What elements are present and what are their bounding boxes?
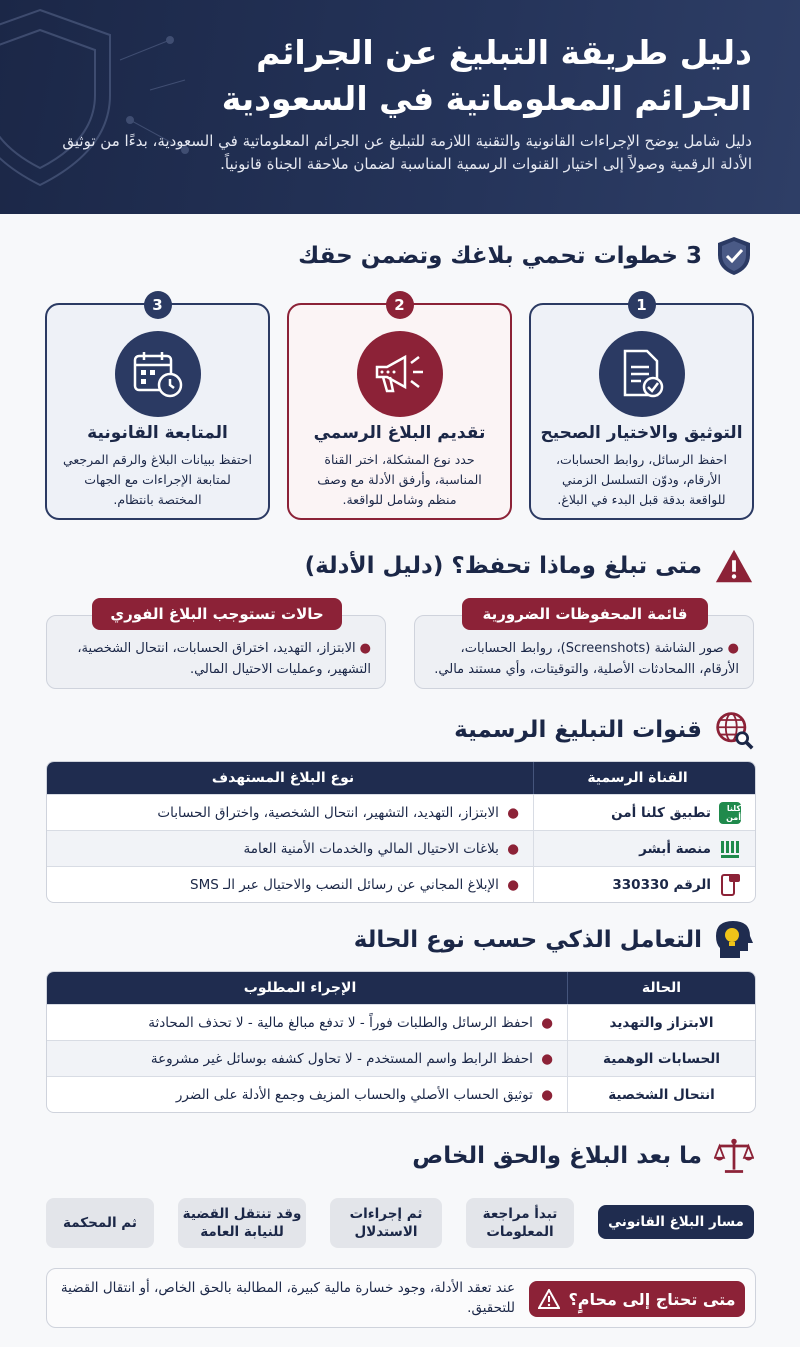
after-section-title	[412, 1136, 754, 1176]
step-card-1	[529, 296, 754, 520]
header-case: الحالة	[567, 972, 755, 1004]
channels-table	[46, 761, 756, 903]
bullet-icon: ●	[727, 641, 739, 656]
channel-name: تطبيق كلنا أمن	[611, 804, 711, 821]
table-row	[47, 1076, 755, 1112]
calendar-clock-icon	[115, 331, 201, 417]
step-text: احتفظ ببيانات البلاغ والرقم المرجعي لمتابعة الإجراءات مع الجهات المختصة بانتظام.	[62, 452, 252, 507]
channels-section-title	[454, 710, 754, 750]
bullet-icon: ●	[507, 876, 519, 893]
step-title: التوثيق والاختيار الصحيح	[540, 423, 743, 443]
channel-name: الرقم 330330	[612, 876, 711, 893]
lawyer-label-text: متى تحتاج إلى محامٍ؟	[568, 1289, 736, 1309]
after-title-text: ما بعد البلاغ والحق الخاص	[412, 1143, 702, 1169]
kollona-amn-app-icon: كلنا أمن	[719, 802, 741, 824]
bullet-icon: ●	[507, 804, 519, 821]
flow-step-prosecution: وقد تنتقل القضية للنيابة العامة	[178, 1198, 306, 1248]
evidence-section-title	[305, 546, 754, 586]
urgent-text: الابتزاز، التهديد، اختراق الحسابات، انتحال الشخصية، التشهير، وعمليات الاحتيال المالي.	[77, 641, 371, 677]
flow-step-legal-path: مسار البلاغ القانوني	[598, 1205, 754, 1239]
step-number: 1	[628, 291, 656, 319]
cases-section-title	[354, 920, 754, 960]
table-header	[47, 762, 755, 794]
bullet-icon: ●	[359, 641, 371, 656]
step-number: 3	[144, 291, 172, 319]
flow-step-inquiry: ثم إجراءات الاستدلال	[330, 1198, 442, 1248]
table-row	[47, 1004, 755, 1040]
step-number: 2	[386, 291, 414, 319]
case-action: احفظ الرسائل والطلبات فوراً - لا تدفع مبالغ مالية - لا تحذف المحادثة	[148, 1014, 533, 1031]
bullet-icon: ●	[541, 1086, 553, 1103]
document-check-icon	[599, 331, 685, 417]
urgent-label: حالات تستوجب البلاغ الفوري	[92, 598, 342, 630]
cases-title-text: التعامل الذكي حسب نوع الحالة	[353, 927, 702, 953]
lawyer-text: عند تعقد الأدلة، وجود خسارة مالية كبيرة، المطالبة بالحق الخاص، أو انتقال القضية للتحقيق.	[60, 1280, 515, 1316]
cases-table	[46, 971, 756, 1113]
case-name: الابتزاز والتهديد	[567, 1005, 755, 1040]
table-row	[47, 830, 755, 866]
shield-decoration-icon	[0, 0, 190, 214]
channel-desc: الإبلاغ المجاني عن رسائل النصب والاحتيال عبر الـ SMS	[190, 876, 499, 893]
channel-desc: بلاغات الاحتيال المالي والخدمات الأمنية العامة	[243, 840, 499, 857]
lawyer-box	[46, 1268, 756, 1328]
table-row	[47, 1040, 755, 1076]
header-type: نوع البلاغ المستهدف	[211, 770, 355, 786]
sms-phone-icon	[719, 874, 741, 896]
table-row	[47, 866, 755, 902]
channel-name: منصة أبشر	[639, 840, 711, 857]
megaphone-icon	[357, 331, 443, 417]
channels-title-text: قنوات التبليغ الرسمية	[454, 717, 702, 743]
step-card-3	[45, 296, 270, 520]
head-bulb-icon	[714, 920, 754, 960]
steps-title-text: 3 خطوات تحمي بلاغك وتضمن حقك	[298, 243, 702, 269]
bullet-icon: ●	[541, 1014, 553, 1031]
absher-icon	[719, 838, 741, 860]
lawyer-label	[529, 1281, 745, 1317]
case-action: توثيق الحساب الأصلي والحساب المزيف وجمع الأدلة على الضرر	[175, 1086, 533, 1103]
case-name: الحسابات الوهمية	[567, 1041, 755, 1076]
flow-step-court: ثم المحكمة	[46, 1198, 154, 1248]
header-channel: القناة الرسمية	[533, 762, 755, 794]
step-title: تقديم البلاغ الرسمي	[313, 423, 486, 443]
save-list-text: صور الشاشة (Screenshots)، روابط الحسابات، الأرقام، االمحادثات الأصلية، والتوقيتات، وأي مستند مالي.	[434, 641, 739, 677]
header-banner	[0, 0, 800, 214]
scales-icon	[714, 1136, 754, 1176]
shield-check-icon	[714, 236, 754, 276]
steps-section-title	[298, 236, 754, 276]
step-text: حدد نوع المشكلة، اختر القناة المناسبة، وأرفق الأدلة مع وصف منظم وشامل للواقعة.	[317, 452, 482, 507]
case-name: انتحال الشخصية	[567, 1077, 755, 1112]
flow-step-review: تبدأ مراجعة المعلومات	[466, 1198, 574, 1248]
header-action: الإجراء المطلوب	[243, 980, 357, 996]
bullet-icon: ●	[507, 840, 519, 857]
page-title: دليل طريقة التبليغ عن الجرائم الجرائم المعلوماتية في السعودية	[221, 33, 752, 118]
case-action: احفظ الرابط واسم المستخدم - لا تحاول كشفه بوسائل غير مشروعة	[150, 1050, 533, 1067]
warning-icon	[538, 1289, 560, 1309]
table-row	[47, 794, 755, 830]
channel-desc: الابتزاز، التهديد، التشهير، انتحال الشخصية، واختراق الحسابات	[157, 804, 499, 821]
globe-search-icon	[714, 710, 754, 750]
step-card-2	[287, 296, 512, 520]
step-title: المتابعة القانونية	[87, 423, 228, 443]
warning-icon	[714, 546, 754, 586]
page-subtitle: دليل شامل يوضح الإجراءات القانونية والتقنية اللازمة للتبليغ عن الجرائم المعلوماتية في السعودية، بدءًا من توثيق الأدلة الرقمية وصولاً إلى اختيار القنوات الرسمية المناسبة لضمان ملاحقة الجناة قانونياً.	[62, 132, 752, 173]
evidence-title-text: متى تبلغ وماذا تحفظ؟ (دليل الأدلة)	[304, 553, 702, 579]
save-list-label: قائمة المحفوظات الضرورية	[462, 598, 708, 630]
table-header	[47, 972, 755, 1004]
step-text: احفظ الرسائل، روابط الحسابات، الأرقام، ودوّن التسلسل الزمني للواقعة بدقة قبل البدء في البلاغ.	[555, 452, 728, 507]
bullet-icon: ●	[541, 1050, 553, 1067]
